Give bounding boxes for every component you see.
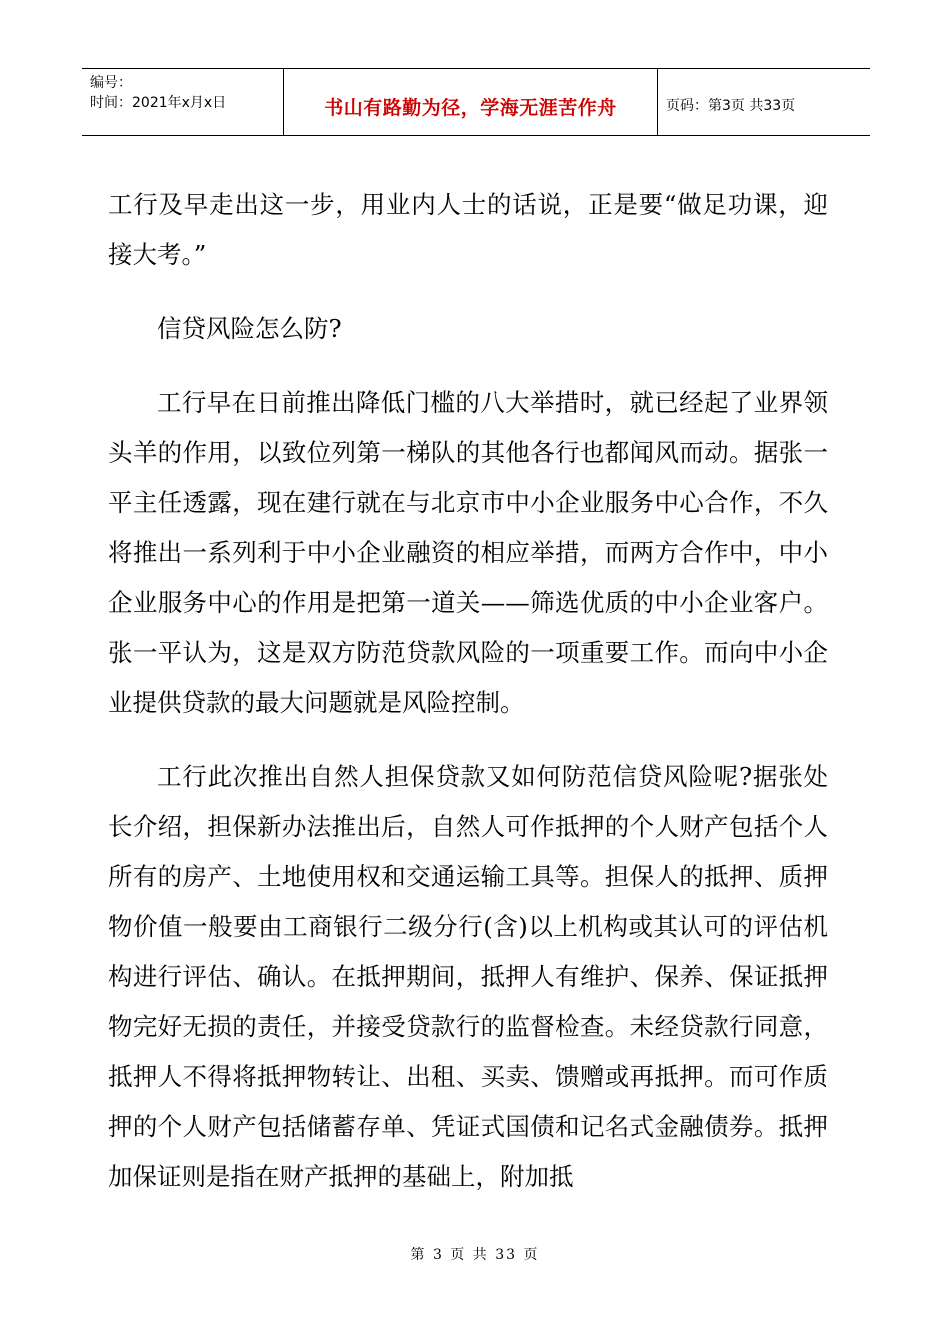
- header-page-code: 页码：第3页 共33页: [666, 98, 796, 114]
- paragraph-1: 工行及早走出这一步，用业内人士的话说，正是要“做足功课，迎接大考。”: [108, 190, 828, 269]
- header-number: 编号：: [90, 75, 132, 91]
- paragraph-3: 工行早在日前推出降低门槛的八大举措时，就已经起了业界领头羊的作用，以致位列第一梯队的其他各行也都闻风而动。据张一平主任透露，现在建行就在与北京市中小企业服务中心合作，不久将推出一系列利于中小企业融资的相应举措，而两方合作中，中小企业服务中心的作用是把第一道关——筛选优质的中小企业客户。张一平认为，这是双方防范贷款风险的一项重要工作。而向中小企业提供贷款的最大问题就是风险控制。: [108, 388, 828, 717]
- page-footer: 第 3 页 共 33 页: [410, 1247, 540, 1263]
- header-time: 时间：2021年x月x日: [90, 95, 227, 111]
- document-body: [108, 180, 828, 1202]
- header-info-cell: [82, 69, 284, 135]
- paragraph-4: 工行此次推出自然人担保贷款又如何防范信贷风险呢?据张处长介绍，担保新办法推出后，自然人可作抵押的个人财产包括个人所有的房产、土地使用权和交通运输工具等。担保人的抵押、质押物价值一般要由工商银行二级分行(含)以上机构或其认可的评估机构进行评估、确认。在抵押期间，抵押人有维护、保养、保证抵押物完好无损的责任，并接受贷款行的监督检查。未经贷款行同意，抵押人不得将抵押物转让、出租、买卖、馈赠或再抵押。而可作质押的个人财产包括储蓄存单、凭证式国债和记名式金融债券。抵押加保证则是指在财产抵押的基础上，附加抵: [108, 762, 828, 1191]
- header-motto: 书山有路勤为径，学海无涯苦作舟: [284, 69, 658, 135]
- document-header: [82, 68, 870, 136]
- paragraph-2: 信贷风险怎么防?: [157, 314, 342, 343]
